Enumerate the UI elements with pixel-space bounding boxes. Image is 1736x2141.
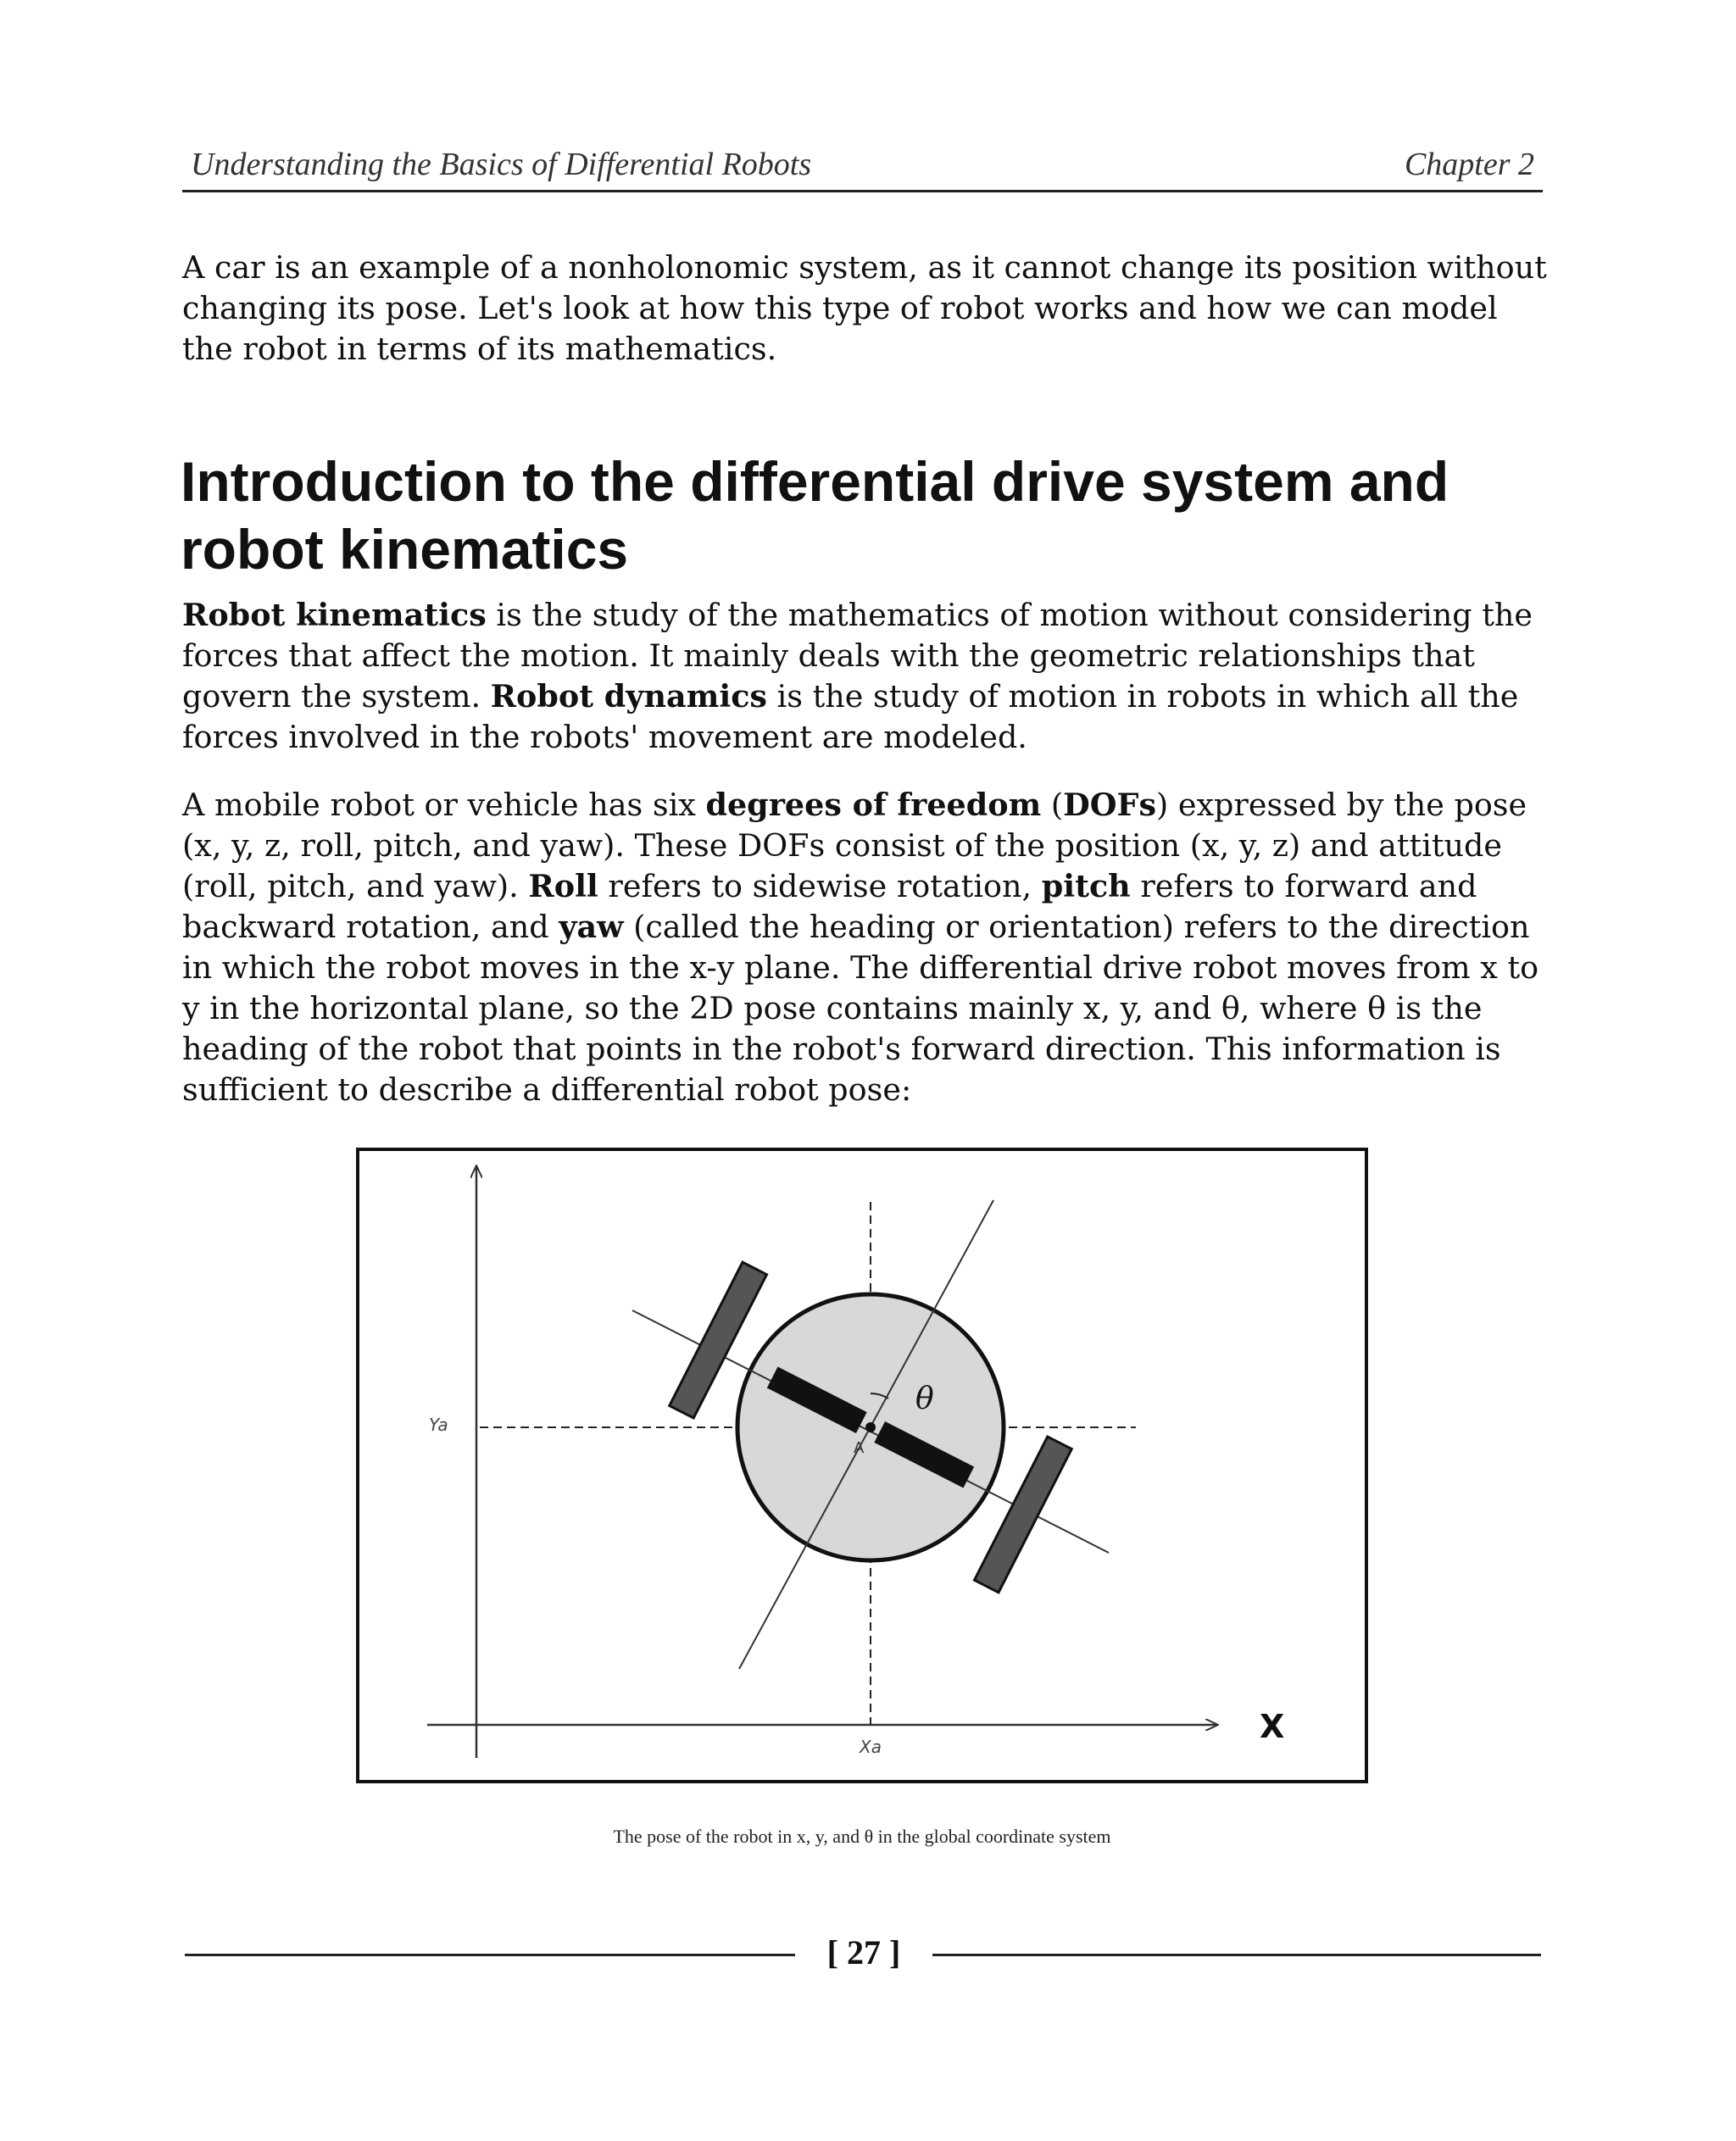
- label-a: A: [854, 1439, 865, 1457]
- term-robot-dynamics: Robot dynamics: [490, 678, 767, 715]
- intro-paragraph: A car is an example of a nonholonomic system, as it cannot change its position without changing its pose. Let's look at how this type of robot works and how we can model the robot in terms of its mathematics.: [182, 249, 1547, 367]
- term-pitch: pitch: [1041, 868, 1131, 904]
- label-ya: Ya: [429, 1415, 448, 1435]
- section-heading: Introduction to the differential drive system and robot kinematics: [181, 450, 1449, 581]
- chapter-title: Understanding the Basics of Differential Robots: [191, 147, 812, 182]
- term-degrees-of-freedom: degrees of freedom: [705, 787, 1042, 823]
- label-xa: Xa: [860, 1737, 882, 1757]
- dof-paragraph: A mobile robot or vehicle has six degrees of freedom (DOFs) expressed by the pose (x, y, z, roll, pitch, and yaw). These DOFs consist of the position (x, y, z) and attitude (roll, pitch, and yaw). Roll refers to sidewise rotation, pitch refers to forward and backward rotation, and yaw (called the heading or orientation) refers to the direction in which the robot moves in the x-y plane. The differential drive robot moves from x to y in the horizontal plane, so the 2D pose contains mainly x, y, and θ, where θ is the heading of the robot that points in the robot's forward direction. This information is sufficient to describe a differential robot pose:: [182, 787, 1539, 1108]
- footer-rule-right: [932, 1954, 1541, 1956]
- term-roll: Roll: [528, 868, 598, 904]
- label-x: X: [1260, 1708, 1285, 1745]
- term-dofs: DOFs: [1063, 787, 1157, 823]
- figure-caption: The pose of the robot in x, y, and θ in the global coordinate system: [613, 1826, 1111, 1847]
- label-theta: θ: [915, 1382, 934, 1416]
- term-yaw: yaw: [559, 909, 624, 945]
- page-number: [ 27 ]: [826, 1933, 901, 1971]
- running-header: [182, 146, 1543, 192]
- robot-pose-figure: [356, 1148, 1368, 1783]
- robot-pose-diagram: [359, 1151, 1365, 1780]
- kinematics-paragraph: Robot kinematics is the study of the mathematics of motion without considering the forces that affect the motion. It mainly deals with the geometric relationships that govern the system. Robot dynamics is the study of motion in robots in which all the forces involved in the robots' movement are modeled.: [182, 597, 1533, 755]
- center-point: [865, 1422, 876, 1432]
- footer-rule-left: [185, 1954, 795, 1956]
- chapter-number: Chapter 2: [1404, 147, 1534, 182]
- term-robot-kinematics: Robot kinematics: [182, 597, 487, 633]
